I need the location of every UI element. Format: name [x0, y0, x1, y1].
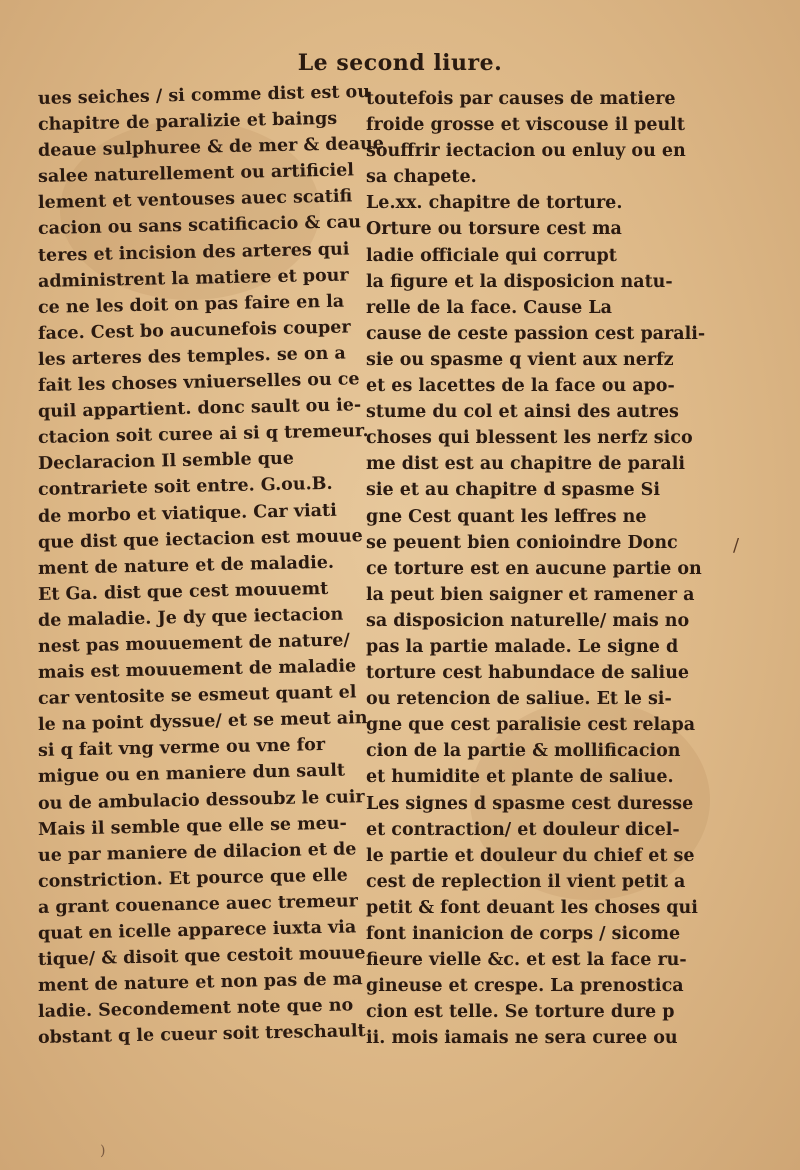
text-line: ment de nature et de maladie.	[37, 552, 335, 579]
text-line: le partie et douleur du chief et se	[366, 845, 695, 866]
text-line: petit & font deuant les choses qui	[366, 897, 698, 918]
right-text-column	[366, 86, 706, 1051]
text-line: sa chapete.	[366, 167, 477, 188]
bottom-margin-mark: )	[100, 1143, 106, 1159]
text-line: la figure et la disposicion natu-	[366, 271, 673, 292]
text-line: la peut bien saigner et ramener a	[366, 584, 695, 605]
text-line: ladie. Secondement note que no	[37, 995, 354, 1023]
text-line: fait les choses vniuerselles ou ce	[37, 369, 360, 397]
text-line: choses qui blessent les nerfz sico	[366, 428, 693, 449]
text-line: deaue sulphuree & de mer & deaue	[37, 133, 385, 162]
text-line: Et Ga. dist que cest mouuemt	[37, 578, 329, 605]
text-line: me dist est au chapitre de parali	[366, 454, 685, 475]
text-line: gne Cest quant les leffres ne	[366, 506, 647, 527]
text-line: teres et incision des arteres qui	[37, 239, 350, 266]
text-line: car ventosite se esmeut quant el	[37, 682, 357, 710]
text-line: fieure vielle &c. et est la face ru-	[366, 950, 687, 971]
text-line: tique/ & disoit que cestoit mouue	[37, 943, 366, 971]
text-line: cest de replection il vient petit a	[366, 871, 686, 892]
text-line: et contraction/ et douleur dicel-	[366, 819, 680, 840]
text-line: si q fait vng verme ou vne for	[37, 735, 326, 762]
text-line: et humidite et plante de saliue.	[366, 767, 674, 788]
text-line: ctacion soit curee ai si q tremeur.	[37, 421, 369, 449]
text-line: constriction. Et pource que elle	[37, 865, 348, 892]
text-line: souffrir iectacion ou enluy ou en	[366, 141, 686, 162]
text-line: gne que cest paralisie cest relapa	[366, 715, 696, 736]
text-line: relle de la face. Cause La	[366, 297, 612, 318]
text-line: lement et ventouses auec scatifi	[37, 186, 353, 214]
text-line: sie ou spasme q vient aux nerfz	[366, 349, 674, 370]
text-line: Declaracion Il semble que	[37, 448, 295, 475]
text-line: de morbo et viatique. Car viati	[37, 500, 337, 527]
text-line: que dist que iectacion est mouue	[37, 525, 364, 553]
text-line: a grant couenance auec tremeur	[37, 891, 359, 918]
margin-mark: /	[733, 535, 740, 556]
text-line: font inanicion de corps / sicome	[366, 924, 681, 944]
text-line: Le.xx. chapitre de torture.	[366, 193, 623, 214]
text-line: ou retencion de saliue. Et le si-	[366, 689, 672, 710]
text-line: et es lacettes de la face ou apo-	[366, 376, 675, 397]
text-line: chapitre de paralizie et baings	[37, 108, 338, 136]
text-line: nest pas mouuement de nature/	[37, 630, 350, 657]
left-text-column	[37, 82, 385, 1051]
text-line: ce torture est en aucune partie on	[366, 558, 702, 579]
text-line: torture cest habundace de saliue	[366, 663, 690, 684]
text-line: cause de ceste passion cest parali-	[366, 323, 706, 344]
text-line: face. Cest bo aucunefois couper	[37, 317, 351, 344]
text-line: ii. mois iamais ne sera curee ou	[366, 1028, 678, 1049]
text-line: sa disposicion naturelle/ mais no	[366, 610, 690, 631]
text-line: Mais il semble que elle se meu-	[37, 813, 348, 840]
text-line: salee naturellement ou artificiel	[37, 160, 355, 188]
text-line: le na point dyssue/ et se meut ain	[37, 708, 368, 736]
text-line: ladie officiale qui corrupt	[366, 245, 617, 266]
text-line: ue par maniere de dilacion et de	[37, 839, 357, 866]
text-line: quat en icelle apparece iuxta via	[37, 917, 357, 944]
text-line: ment de nature et non pas de ma	[37, 969, 363, 997]
text-line: les arteres des temples. se on a	[37, 343, 346, 370]
text-line: ues seiches / si comme dist est ou	[37, 82, 371, 109]
text-line: de maladie. Je dy que iectacion	[37, 604, 344, 631]
text-line: cacion ou sans scatificacio & cau	[37, 212, 362, 240]
text-line: stume du col et ainsi des autres	[366, 402, 679, 423]
text-line: froide grosse et viscouse il peult	[366, 115, 685, 136]
text-line: ou de ambulacio dessoubz le cuir	[37, 786, 365, 814]
text-line: migue ou en maniere dun sault	[37, 761, 346, 788]
text-line: se peuent bien conioindre Donc	[366, 532, 678, 553]
text-line: contrariete soit entre. G.ou.B.	[37, 474, 333, 501]
running-header: Le second liure.	[297, 50, 503, 76]
text-line: mais est mouuement de maladie	[37, 656, 357, 684]
text-line: toutefois par causes de matiere	[366, 89, 676, 109]
text-line: Orture ou torsure cest ma	[366, 219, 622, 240]
text-line: ce ne les doit on pas faire en la	[37, 291, 345, 318]
text-line: pas la partie malade. Le signe d	[366, 636, 679, 657]
text-line: quil appartient. donc sault ou ie-	[37, 395, 362, 423]
text-line: sie et au chapitre d spasme Si	[366, 480, 660, 501]
text-line: cion est telle. Se torture dure p	[366, 1002, 675, 1023]
text-line: cion de la partie & mollificacion	[366, 741, 681, 762]
text-line: administrent la matiere et pour	[37, 265, 349, 292]
text-line: obstant q le cueur soit treschault	[37, 1021, 366, 1049]
text-line: gineuse et crespe. La prenostica	[366, 976, 684, 997]
text-line: Les signes d spasme cest duresse	[366, 793, 694, 814]
